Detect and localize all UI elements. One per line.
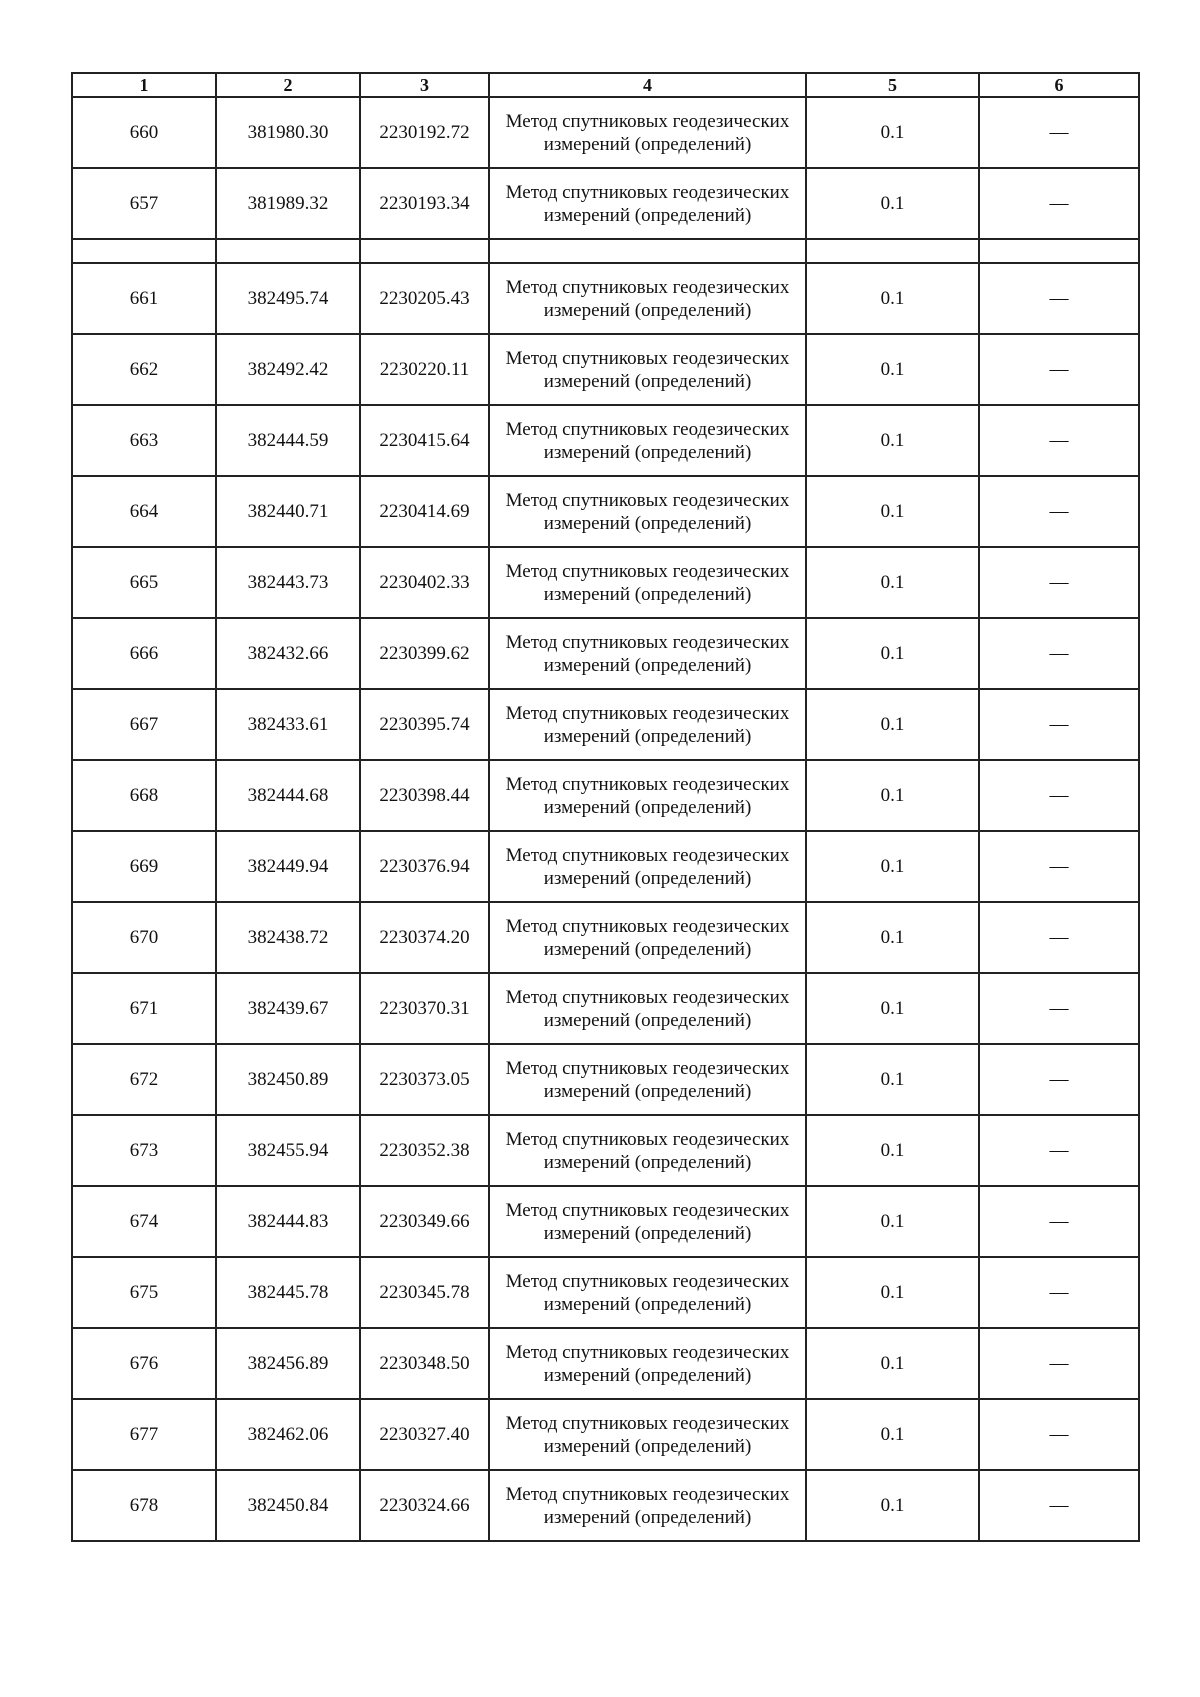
note-cell: — [979,760,1139,831]
table-row [72,902,1139,973]
header-row [72,73,1139,97]
coordinate-x-cell: 382444.68 [216,760,360,831]
empty-separator-row [72,239,1139,263]
note-cell: — [979,973,1139,1044]
accuracy-cell: 0.1 [806,902,979,973]
point-number-cell: 657 [72,168,216,239]
coordinate-x-cell: 381989.32 [216,168,360,239]
table-row [72,263,1139,334]
method-cell: Метод спутниковых геодезических измерений (определений) [489,1257,806,1328]
accuracy-cell: 0.1 [806,1115,979,1186]
table-row [72,1328,1139,1399]
column-header-5: 5 [806,73,979,97]
note-cell: — [979,1470,1139,1541]
table-row [72,760,1139,831]
table-body [72,97,1139,1541]
note-cell: — [979,618,1139,689]
point-number-cell: 668 [72,760,216,831]
method-cell: Метод спутниковых геодезических измерений (определений) [489,831,806,902]
point-number-cell: 674 [72,1186,216,1257]
coordinate-y-cell: 2230205.43 [360,263,489,334]
accuracy-cell: 0.1 [806,1328,979,1399]
coordinate-x-cell: 382433.61 [216,689,360,760]
coordinate-x-cell: 382443.73 [216,547,360,618]
method-cell: Метод спутниковых геодезических измерений (определений) [489,760,806,831]
method-cell: Метод спутниковых геодезических измерений (определений) [489,1328,806,1399]
table-row [72,689,1139,760]
coordinate-y-cell: 2230192.72 [360,97,489,168]
method-cell: Метод спутниковых геодезических измерений (определений) [489,263,806,334]
coordinate-x-cell: 382449.94 [216,831,360,902]
table-row [72,1470,1139,1541]
accuracy-cell: 0.1 [806,334,979,405]
point-number-cell: 675 [72,1257,216,1328]
point-number-cell: 660 [72,97,216,168]
method-cell: Метод спутниковых геодезических измерений (определений) [489,618,806,689]
table-header [72,73,1139,97]
column-header-3: 3 [360,73,489,97]
method-cell: Метод спутниковых геодезических измерений (определений) [489,168,806,239]
coordinate-y-cell: 2230220.11 [360,334,489,405]
coordinate-x-cell: 382445.78 [216,1257,360,1328]
coordinate-x-cell: 382439.67 [216,973,360,1044]
coordinate-x-cell: 382444.59 [216,405,360,476]
note-cell: — [979,334,1139,405]
note-cell: — [979,831,1139,902]
table-row [72,831,1139,902]
note-cell: — [979,168,1139,239]
table-row [72,1399,1139,1470]
coordinate-x-cell: 382450.84 [216,1470,360,1541]
coordinate-x-cell: 382450.89 [216,1044,360,1115]
method-cell: Метод спутниковых геодезических измерений (определений) [489,476,806,547]
method-cell: Метод спутниковых геодезических измерений (определений) [489,334,806,405]
empty-cell [360,239,489,263]
coordinate-y-cell: 2230399.62 [360,618,489,689]
note-cell: — [979,902,1139,973]
method-cell: Метод спутниковых геодезических измерений (определений) [489,689,806,760]
coordinate-y-cell: 2230398.44 [360,760,489,831]
coordinate-x-cell: 382495.74 [216,263,360,334]
method-cell: Метод спутниковых геодезических измерений (определений) [489,1115,806,1186]
point-number-cell: 664 [72,476,216,547]
method-cell: Метод спутниковых геодезических измерений (определений) [489,973,806,1044]
accuracy-cell: 0.1 [806,405,979,476]
coordinate-y-cell: 2230373.05 [360,1044,489,1115]
coordinate-y-cell: 2230376.94 [360,831,489,902]
point-number-cell: 670 [72,902,216,973]
point-number-cell: 672 [72,1044,216,1115]
coordinate-x-cell: 382438.72 [216,902,360,973]
accuracy-cell: 0.1 [806,1470,979,1541]
table-row [72,547,1139,618]
empty-cell [489,239,806,263]
point-number-cell: 661 [72,263,216,334]
column-header-1: 1 [72,73,216,97]
table-row [72,1115,1139,1186]
method-cell: Метод спутниковых геодезических измерений (определений) [489,547,806,618]
accuracy-cell: 0.1 [806,168,979,239]
accuracy-cell: 0.1 [806,760,979,831]
table-row [72,168,1139,239]
point-number-cell: 665 [72,547,216,618]
coordinate-y-cell: 2230345.78 [360,1257,489,1328]
empty-cell [806,239,979,263]
note-cell: — [979,1186,1139,1257]
coordinate-y-cell: 2230327.40 [360,1399,489,1470]
empty-cell [216,239,360,263]
coordinate-y-cell: 2230374.20 [360,902,489,973]
coordinate-y-cell: 2230352.38 [360,1115,489,1186]
coordinate-y-cell: 2230348.50 [360,1328,489,1399]
table-row [72,1044,1139,1115]
accuracy-cell: 0.1 [806,973,979,1044]
coordinate-x-cell: 381980.30 [216,97,360,168]
note-cell: — [979,1399,1139,1470]
table-row [72,97,1139,168]
table-row [72,973,1139,1044]
accuracy-cell: 0.1 [806,547,979,618]
method-cell: Метод спутниковых геодезических измерений (определений) [489,97,806,168]
note-cell: — [979,1257,1139,1328]
point-number-cell: 667 [72,689,216,760]
method-cell: Метод спутниковых геодезических измерений (определений) [489,1470,806,1541]
note-cell: — [979,1115,1139,1186]
coordinate-y-cell: 2230415.64 [360,405,489,476]
column-header-4: 4 [489,73,806,97]
coordinate-y-cell: 2230193.34 [360,168,489,239]
coordinate-x-cell: 382456.89 [216,1328,360,1399]
accuracy-cell: 0.1 [806,263,979,334]
accuracy-cell: 0.1 [806,97,979,168]
table-row [72,334,1139,405]
coordinate-y-cell: 2230395.74 [360,689,489,760]
coordinate-y-cell: 2230324.66 [360,1470,489,1541]
point-number-cell: 678 [72,1470,216,1541]
table-row [72,1257,1139,1328]
empty-cell [979,239,1139,263]
coordinate-x-cell: 382440.71 [216,476,360,547]
coordinate-x-cell: 382432.66 [216,618,360,689]
coordinate-y-cell: 2230370.31 [360,973,489,1044]
note-cell: — [979,263,1139,334]
accuracy-cell: 0.1 [806,618,979,689]
note-cell: — [979,476,1139,547]
accuracy-cell: 0.1 [806,1399,979,1470]
method-cell: Метод спутниковых геодезических измерений (определений) [489,1399,806,1470]
point-number-cell: 676 [72,1328,216,1399]
accuracy-cell: 0.1 [806,1044,979,1115]
column-header-2: 2 [216,73,360,97]
coordinate-x-cell: 382462.06 [216,1399,360,1470]
note-cell: — [979,1328,1139,1399]
point-number-cell: 669 [72,831,216,902]
coordinate-x-cell: 382455.94 [216,1115,360,1186]
point-number-cell: 666 [72,618,216,689]
note-cell: — [979,97,1139,168]
point-number-cell: 662 [72,334,216,405]
point-number-cell: 673 [72,1115,216,1186]
accuracy-cell: 0.1 [806,1257,979,1328]
method-cell: Метод спутниковых геодезических измерений (определений) [489,1044,806,1115]
accuracy-cell: 0.1 [806,831,979,902]
coordinate-x-cell: 382492.42 [216,334,360,405]
accuracy-cell: 0.1 [806,689,979,760]
note-cell: — [979,689,1139,760]
coordinate-x-cell: 382444.83 [216,1186,360,1257]
table-row [72,405,1139,476]
point-number-cell: 663 [72,405,216,476]
point-number-cell: 677 [72,1399,216,1470]
coordinate-y-cell: 2230402.33 [360,547,489,618]
note-cell: — [979,405,1139,476]
coordinate-y-cell: 2230349.66 [360,1186,489,1257]
method-cell: Метод спутниковых геодезических измерений (определений) [489,902,806,973]
note-cell: — [979,1044,1139,1115]
table-row [72,618,1139,689]
empty-cell [72,239,216,263]
accuracy-cell: 0.1 [806,476,979,547]
table-row [72,476,1139,547]
note-cell: — [979,547,1139,618]
method-cell: Метод спутниковых геодезических измерений (определений) [489,1186,806,1257]
coordinates-table [71,72,1140,1542]
method-cell: Метод спутниковых геодезических измерений (определений) [489,405,806,476]
coordinate-y-cell: 2230414.69 [360,476,489,547]
table-row [72,1186,1139,1257]
point-number-cell: 671 [72,973,216,1044]
column-header-6: 6 [979,73,1139,97]
accuracy-cell: 0.1 [806,1186,979,1257]
